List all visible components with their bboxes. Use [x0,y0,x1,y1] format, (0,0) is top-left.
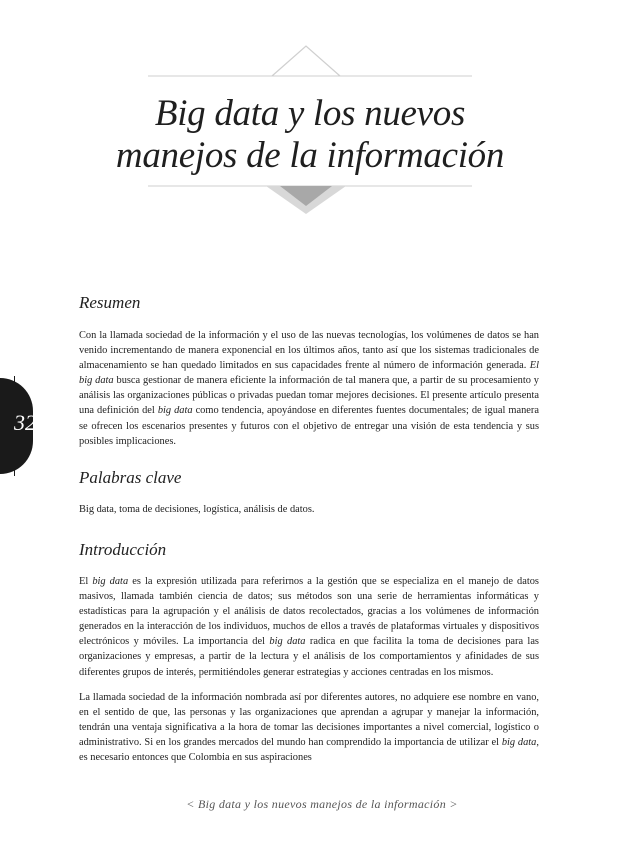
resumen-text-c: como tendencia, apoyándose en diferentes fuentes documentales; de igual manera se ofrecen los escenarios presentes y futuros con el objetivo de entregar una visión de esta tendencia y sus posibles implicaciones. [79,405,539,447]
intro-p1-term-2: big data [269,636,306,648]
intro-p1-text-a: El [79,576,89,587]
intro-p2-term-1: big data [501,737,537,749]
title-line-1: Big data y los nuevos [154,93,466,134]
palabras-clave-heading: Palabras clave [79,468,182,487]
intro-p1-text-c: radica en que facilita la toma de decisiones para las organizaciones y empresas, a partir de la lectura y el análisis de los comportamientos y afinidades de sus diferentes grupos de interés, permitiéndoles generar estrategias y acciones centradas en los mismos. [79,636,539,678]
intro-p1-text-b: es la expresión utilizada para referirnos a la gestión que se especializa en el manejo de datos masivos, llamada también ciencia de datos; sus métodos son una serie de herramientas informáticas y estadísticas para la agrupación y el análisis de datos recolectados, gracias a los volúmenes de información generados en la interacción de los individuos, muchos de ellos a través de plataformas virtuales y dispositivos electrónicos y móviles. La importancia del [79,576,539,648]
introduccion-paragraph-1 [79,574,539,680]
intro-p1-term-1: big data [92,576,129,587]
resumen-text-a: Con la llamada sociedad de la información y el uso de las nuevas tecnologías, los volúmenes de datos se han venido incrementando de manera exponencial en los últimos años, tanto así que los sistemas tradicionales de almacenamiento se han quedado limitados en sus capacidades frente al número de información generada. [79,330,539,372]
palabras-clave-text: Big data, toma de decisiones, logística, análisis de datos. [79,504,315,515]
top-triangle-outline [272,46,340,76]
resumen-heading: Resumen [79,293,141,312]
page-number: 32 [14,410,36,435]
resumen-text-b: busca gestionar de manera eficiente la información de tal manera que, a partir de su procesamiento y análisis las organizaciones públicas o privadas puedan tomar mejores decisiones. El presente artículo presenta una definición del [79,375,539,417]
running-footer: < Big data y los nuevos manejos de la información > [186,797,458,811]
introduccion-paragraph-2 [79,690,539,765]
resumen-term-1: El big data [79,360,539,387]
article-title [100,93,520,177]
intro-p2-text-a: La llamada sociedad de la información nombrada así por diferentes autores, no adquiere ese nombre en vano, en el sentido de que, las personas y las organizaciones que aprendan a agrupar y manejar la información, tendrán una ventaja significativa a la hora de tomar las decisiones importantes a nivel comercial, logístico o administrativo. Si en los grandes mercados del mundo han comprendido la importancia de utilizar el [79,692,539,749]
title-line-2: manejos de la información [115,135,505,176]
resumen-paragraph [79,328,539,449]
resumen-term-2: big data [157,405,193,417]
intro-p2-text-b: , es necesario entonces que Colombia en sus aspiraciones [79,737,539,764]
introduccion-heading: Introducción [79,540,167,559]
